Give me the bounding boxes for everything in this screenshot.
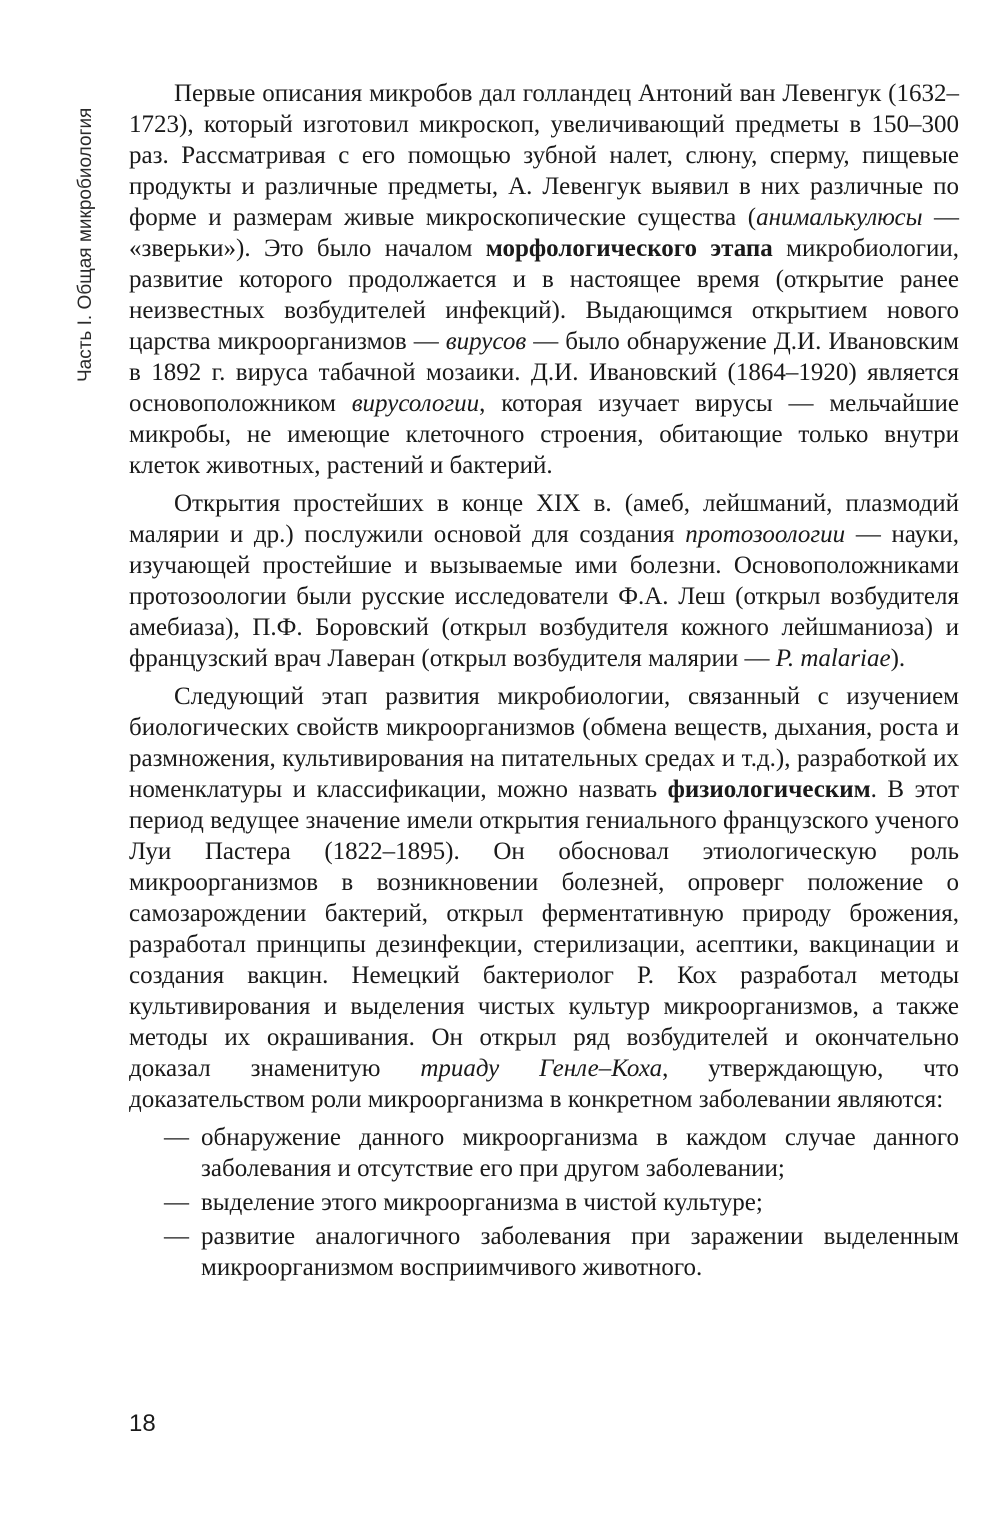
text-run: — было обнаружение Д.И. Ивановским в 1892 г. вируса табачной мозаики. Д.И. Ивановский (1864–1920) является основоположником [129, 328, 959, 417]
dash-bullet: — [164, 1124, 189, 1151]
text-run: , утверждающую, что доказательством роли микроорганизма в конкретном заболевании являются: [129, 1055, 959, 1113]
paragraph-2 [129, 488, 959, 674]
italic-term: триаду Генле–Коха [420, 1055, 663, 1082]
dash-bullet: — [164, 1223, 189, 1250]
text-run: ). [890, 645, 906, 672]
italic-term: анималькулюсы [756, 204, 923, 231]
text-run: . В этот период ведущее значение имели открытия гениального французского ученого Луи Пастера (1822–1895). Он обосновал этиологическую роль микроорганизмов в возникновении болезней, опроверг положение о самозарождении бактерий, открыл ферментативную природу брожения, разработал принципы дезинфекции, стерилизации, асептики, вакцинации и создания вакцин. Немецкий бактериолог Р. Кох разработал методы культивирования и выделения чистых культур микроорганизмов, а также методы их окрашивания. Он открыл ряд возбудителей и окончательно доказал знаменитую [129, 776, 959, 1082]
italic-term: вирусологии [351, 390, 480, 417]
paragraph-3 [129, 681, 959, 1115]
bold-term: морфологического этапа [485, 235, 773, 262]
italic-term: протозоологии [685, 521, 846, 548]
text-run: Первые описания микробов дал голландец Антоний ван Левенгук (1632–1723), который изготовил микроскоп, увеличивающий предметы в 150–300 раз. Рассматривая с его помощью зубной налет, слюну, сперму, пищевые продукты и различные предметы, А. Левенгук выявил в них различные по форме и размерам живые микроскопические существа ( [129, 80, 959, 231]
list-item-text: обнаружение данного микроорганизма в каждом случае данного заболевания и отсутствие его при другом заболевании; [201, 1124, 959, 1182]
list-item-text: развитие аналогичного заболевания при заражении выделенным микроорганизмом восприимчивого животного. [201, 1223, 959, 1281]
paragraph-1 [129, 78, 959, 481]
italic-term: вирусов [445, 328, 527, 355]
text-run: микробиологии, развитие которого продолжается и в настоящее время (открытие ранее неизвестных возбудителей инфекций). Выдающимся открытием нового царства микроорганизмов — [129, 235, 959, 355]
text-run: Открытия простейших в конце XIX в. (амеб, лейшманий, плазмодий малярии и др.) послужили основой для создания [129, 490, 959, 548]
list-item [129, 1122, 959, 1184]
list-item-text: выделение этого микроорганизма в чистой культуре; [201, 1189, 763, 1216]
list-item [129, 1187, 959, 1218]
koch-postulates-list [129, 1122, 959, 1283]
italic-term: P. malariae [775, 645, 891, 672]
text-run: — «зверьки»). Это было началом [129, 204, 960, 262]
text-run: — науки, изучающей простейшие и вызываемые ими болезни. Основоположниками протозоологии были русские исследователи Ф.А. Леш (открыл возбудителя амебиаза), П.Ф. Боровский (открыл возбудителя кожного лейшманиоза) и французский врач Лаверан (открыл возбудителя малярии — [129, 521, 959, 672]
running-head: Часть I. Общая микробиология [75, 107, 96, 382]
bold-term: физиологическим [667, 776, 871, 803]
page-number: 18 [129, 1410, 156, 1437]
list-item [129, 1221, 959, 1283]
dash-bullet: — [164, 1189, 189, 1216]
text-run: , которая изучает вирусы — мельчайшие микробы, не имеющие клеточного строения, обитающие только внутри клеток животных, растений и бактерий. [129, 390, 959, 479]
body-text [129, 68, 959, 1286]
text-run: Следующий этап развития микробиологии, связанный с изучением биологических свойств микроорганизмов (обмена веществ, дыхания, роста и размножения, культивирования на питательных средах и т.д.), разработкой их номенклатуры и классификации, можно назвать [129, 683, 959, 803]
